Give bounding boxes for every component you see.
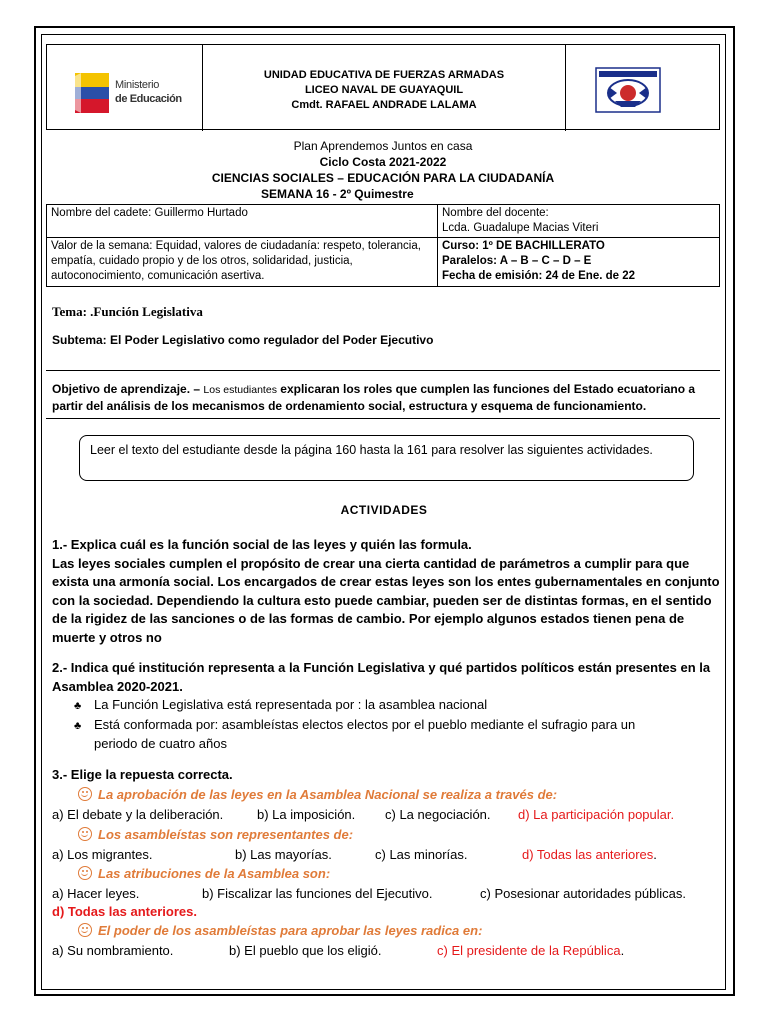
header-table xyxy=(46,44,720,130)
club-icon: ♣ xyxy=(74,719,82,732)
ecuador-flag-icon xyxy=(69,71,111,115)
q3-item-1-options xyxy=(52,806,720,825)
instruction-text: Leer el texto del estudiante desde la página 160 hasta la 161 para resolver las siguientes actividades. xyxy=(90,443,653,457)
ministry-text-1: Ministerio xyxy=(115,79,160,91)
smiley-icon xyxy=(78,787,92,801)
cadete-name: Nombre del cadete: Guillermo Hurtado xyxy=(51,207,248,219)
cadete-cell xyxy=(47,205,438,238)
q3-item-4-option-c-suffix: . xyxy=(620,943,625,958)
school-line-2: LICEO NAVAL DE GUAYAQUIL xyxy=(304,84,464,96)
objetivo-part-2: explicaran los roles que cumplen las funciones del Estado ecuatoriano a partir del análisis de los mecanismos de ordenamiento social, estructura y esquema de funcionamiento. xyxy=(52,382,696,413)
curso-text: Curso: 1º DE BACHILLERATO xyxy=(442,240,605,252)
smiley-icon xyxy=(78,866,92,880)
q3-item-3-option-b: b) Fiscalizar las funciones del Ejecutivo. xyxy=(202,886,433,901)
q3-item-2-option-b: b) Las mayorías. xyxy=(235,847,332,862)
smiley-icon xyxy=(78,923,92,937)
q3-item-2-prompt xyxy=(78,826,353,845)
question-3-title: 3.- Elige la repuesta correcta. xyxy=(52,767,233,782)
question-2-bullets xyxy=(74,696,720,754)
q3-item-2-option-d: d) Todas las anteriores xyxy=(522,847,654,862)
q3-item-2-options xyxy=(52,846,720,865)
subtema-title: Subtema: El Poder Legislativo como regulador del Poder Ejecutivo xyxy=(52,333,434,347)
q3-item-3-options xyxy=(52,885,720,904)
q3-item-1-prompt xyxy=(78,786,557,805)
docente-name: Lcda. Guadalupe Macias Viteri xyxy=(442,222,599,234)
tema-title: Tema: .Función Legislativa xyxy=(52,304,203,319)
plan-line-1: Plan Aprendemos Juntos en casa xyxy=(293,139,473,153)
q3-item-4-option-c: c) El presidente de la República xyxy=(437,943,621,958)
activities-title: ACTIVIDADES xyxy=(340,503,428,517)
plan-line-4: SEMANA 16 - 2º Quimestre xyxy=(261,187,414,201)
paralelos-text: Paralelos: A – B – C – D – E xyxy=(442,255,592,267)
question-1-answer: Las leyes sociales cumplen el propósito de crear una cierta cantidad de parámetros a cumplir para que exista una armonía social. Los encargados de crear estas leyes son los entes gubernamentales en conjunto con la sociedad. Dependiendo la cultura esto puede cambiar, pueden ser de distintas formas, en el sentido de la rigidez de las sanciones o de las formas de cambio. Por ejemplo algunos estados tienen pena de muerte y otros no xyxy=(52,555,720,645)
q3-item-2-prompt-text: Los asambleístas son representantes de: xyxy=(98,827,354,842)
q3-item-1-option-b: b) La imposición. xyxy=(257,807,356,822)
school-emblem-icon xyxy=(595,67,661,113)
q3-item-4-option-a: a) Su nombramiento. xyxy=(52,943,174,958)
q3-item-1-option-d: d) La participación popular. xyxy=(518,807,675,822)
q3-item-3-option-c: c) Posesionar autoridades públicas. xyxy=(480,886,686,901)
question-2 xyxy=(52,659,720,696)
question-1 xyxy=(52,536,720,647)
curso-cell xyxy=(438,238,720,287)
instruction-box xyxy=(79,435,694,481)
objetivo-divider-bottom xyxy=(46,418,720,419)
q3-item-4-prompt-text: El poder de los asambleístas para aprobar las leyes radica en: xyxy=(98,923,483,938)
docente-cell xyxy=(438,205,720,238)
q3-item-2-option-a: a) Los migrantes. xyxy=(52,847,153,862)
q3-item-4-option-b: b) El pueblo que los eligió. xyxy=(229,943,382,958)
plan-heading xyxy=(46,138,720,202)
bullet-item xyxy=(74,696,720,716)
valor-text: Valor de la semana: Equidad, valores de ciudadanía: respeto, tolerancia, empatía, cuidado propio y de los otros, solidaridad, justicia, autoconocimiento, comunicación asertiva. xyxy=(51,240,421,282)
objetivo-part-1: Los estudiantes xyxy=(203,384,277,396)
bullet-2-text: Está conformada por: asambleístas electos electos por el pueblo mediante el sufragio para un xyxy=(94,716,636,732)
info-table xyxy=(46,204,720,287)
bullet-continuation xyxy=(74,735,720,754)
objetivo-label: Objetivo de aprendizaje. – xyxy=(52,382,201,396)
club-icon: ♣ xyxy=(74,700,82,712)
school-line-3: Cmdt. RAFAEL ANDRADE LALAMA xyxy=(291,99,477,111)
valor-cell xyxy=(47,238,438,287)
school-line-1: UNIDAD EDUCATIVA DE FUERZAS ARMADAS xyxy=(263,69,505,81)
bullet-1-text: La Función Legislativa está representada por : la asamblea nacional xyxy=(94,697,488,712)
q3-item-4-options xyxy=(52,942,720,961)
q3-item-1-option-a: a) El debate y la deliberación. xyxy=(52,807,224,822)
bullet-2-text-cont: periodo de cuatro años xyxy=(94,736,227,751)
q3-item-3-option-a: a) Hacer leyes. xyxy=(52,886,140,901)
q3-item-1-option-c: c) La negociación. xyxy=(385,807,491,822)
question-2-text: 2.- Indica qué institución representa a la Función Legislativa y qué partidos políticos están presentes en la Asamblea 2020-2021. xyxy=(52,660,711,694)
question-1-text: 1.- Explica cuál es la función social de las leyes y quién las formula. xyxy=(52,537,472,552)
q3-item-4-prompt xyxy=(78,922,482,941)
q3-item-2-option-d-suffix: . xyxy=(653,847,657,862)
objetivo-text xyxy=(52,381,716,414)
school-name xyxy=(203,68,565,113)
docente-label: Nombre del docente: xyxy=(442,207,549,219)
q3-item-1-prompt-text: La aprobación de las leyes en la Asamblea Nacional se realiza a través de: xyxy=(98,787,558,802)
ministry-logo xyxy=(69,69,195,117)
ministry-text-2: de Educación xyxy=(115,93,182,105)
plan-line-3: CIENCIAS SOCIALES – EDUCACIÓN PARA LA CIUDADANÍA xyxy=(211,171,555,185)
fecha-text: Fecha de emisión: 24 de Ene. de 22 xyxy=(442,270,636,282)
objetivo-divider xyxy=(46,370,720,371)
q3-item-3-option-d: d) Todas las anteriores. xyxy=(52,904,197,919)
q3-item-3-prompt xyxy=(78,865,330,884)
q3-item-2-option-c: c) Las minorías. xyxy=(375,847,468,862)
q3-item-3-prompt-text: Las atribuciones de la Asamblea son: xyxy=(98,866,331,881)
bullet-item xyxy=(74,716,720,736)
smiley-icon xyxy=(78,827,92,841)
plan-line-2: Ciclo Costa 2021-2022 xyxy=(319,155,447,169)
